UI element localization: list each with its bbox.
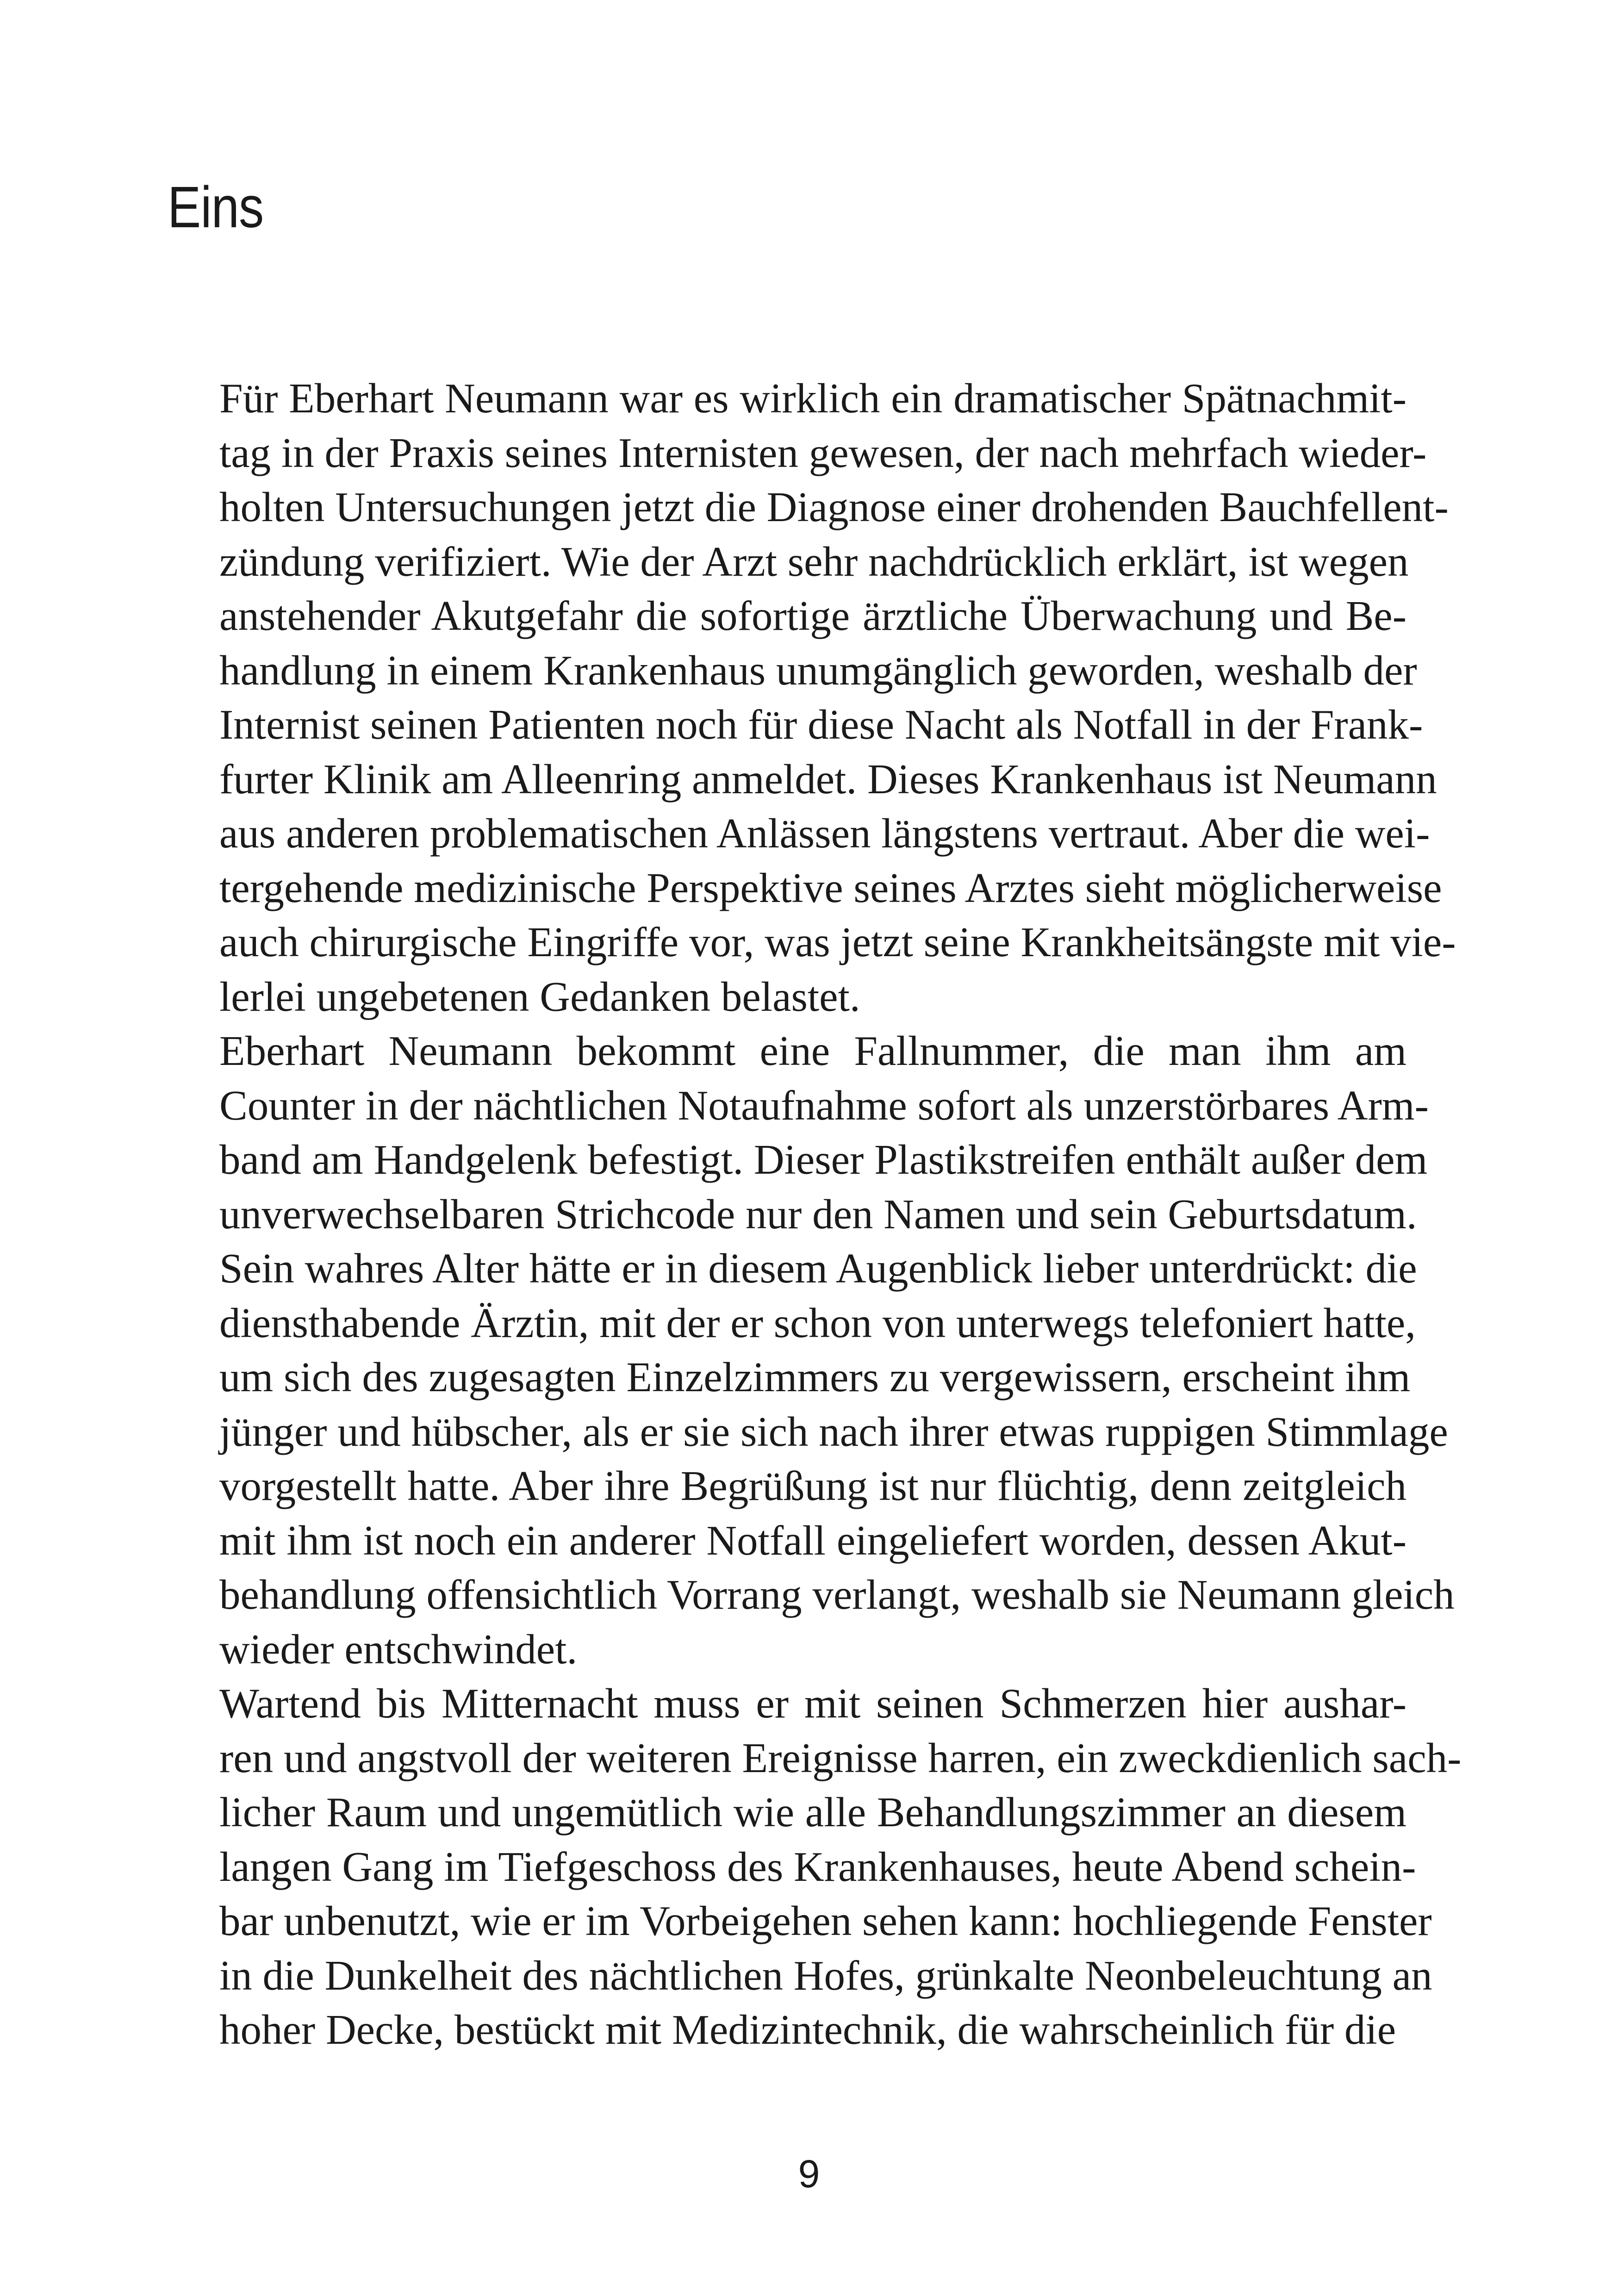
paragraph (168, 371, 1456, 1024)
text-line: behandlung offensichtlich Vorrang verlangt, weshalb sie Neumann gleich (219, 1571, 1455, 1618)
chapter-title: Eins (168, 174, 264, 240)
text-line: lerlei ungebetenen Gedanken belastet. (219, 973, 860, 1020)
text-line: tag in der Praxis seines Internisten gewesen, der nach mehrfach wieder- (219, 429, 1427, 476)
text-line: Für Eberhart Neumann war es wirklich ein dramatischer Spätnachmit- (219, 375, 1406, 422)
page-number: 9 (798, 2152, 820, 2196)
text-line: Sein wahres Alter hätte er in diesem Augenblick lieber unterdrückt: die (219, 1245, 1417, 1292)
text-line: tergehende medizinische Perspektive seines Arztes sieht möglicherweise (219, 864, 1442, 911)
text-line: Wartend bis Mitternacht muss er mit seinen Schmerzen hier aushar- (219, 1680, 1406, 1727)
text-line: in die Dunkelheit des nächtlichen Hofes, grünkalte Neonbeleuchtung an (219, 1952, 1432, 1999)
text-line: um sich des zugesagten Einzelzimmers zu vergewissern, erscheint ihm (219, 1354, 1411, 1400)
text-line: ren und angstvoll der weiteren Ereignisse harren, ein zweckdienlich sach- (219, 1734, 1462, 1781)
text-line: Internist seinen Patienten noch für diese Nacht als Notfall in der Frank- (219, 701, 1423, 748)
text-line: holten Untersuchungen jetzt die Diagnose einer drohenden Bauchfellent- (219, 484, 1449, 530)
text-line: vorgestellt hatte. Aber ihre Begrüßung ist nur flüchtig, denn zeitgleich (219, 1462, 1406, 1509)
text-line: hoher Decke, bestückt mit Medizintechnik, die wahrscheinlich für die (219, 2006, 1396, 2053)
text-line: aus anderen problematischen Anlässen längstens vertraut. Aber die wei- (219, 810, 1430, 857)
text-line: furter Klinik am Alleenring anmeldet. Dieses Krankenhaus ist Neumann (219, 755, 1437, 803)
text-line: Eberhart Neumann bekommt eine Fallnummer, die man ihm am (219, 1027, 1406, 1074)
text-line: wieder entschwindet. (219, 1625, 578, 1673)
text-line: Counter in der nächtlichen Notaufnahme sofort als unzerstörbares Arm- (219, 1082, 1429, 1129)
text-line: handlung in einem Krankenhaus unumgänglich geworden, weshalb der (219, 647, 1417, 694)
text-line: jünger und hübscher, als er sie sich nach ihrer etwas ruppigen Stimmlage (219, 1408, 1448, 1455)
text-line: mit ihm ist noch ein anderer Notfall eingeliefert worden, dessen Akut- (219, 1517, 1406, 1564)
text-line: zündung verifiziert. Wie der Arzt sehr nachdrücklich erklärt, ist wegen (219, 538, 1409, 585)
text-line: anstehender Akutgefahr die sofortige ärztliche Überwachung und Be- (219, 592, 1406, 639)
paragraph (168, 1676, 1462, 2057)
text-line: auch chirurgische Eingriffe vor, was jetzt seine Krankheitsängste mit vie- (219, 919, 1456, 965)
paragraph (168, 1024, 1455, 1676)
text-line: langen Gang im Tiefgeschoss des Krankenhauses, heute Abend schein- (219, 1843, 1416, 1890)
text-line: diensthabende Ärztin, mit der er schon von unterwegs telefoniert hatte, (219, 1299, 1416, 1346)
text-line: unverwechselbaren Strichcode nur den Namen und sein Geburtsdatum. (219, 1190, 1417, 1238)
body-text (168, 371, 1462, 2057)
text-line: band am Handgelenk befestigt. Dieser Plastikstreifen enthält außer dem (219, 1136, 1428, 1183)
text-line: licher Raum und ungemütlich wie alle Behandlungszimmer an diesem (219, 1789, 1406, 1836)
text-line: bar unbenutzt, wie er im Vorbeigehen sehen kann: hochliegende Fenster (219, 1898, 1432, 1944)
